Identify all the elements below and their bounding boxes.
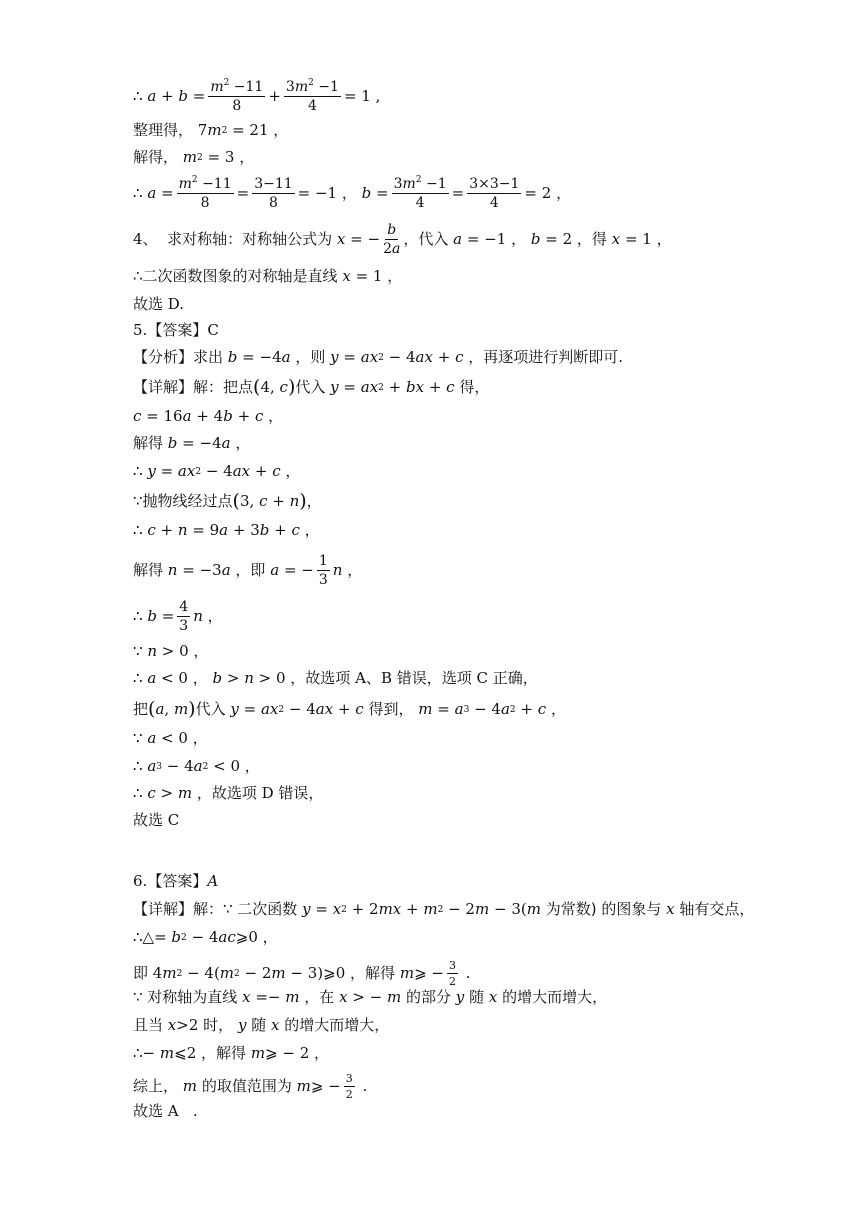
text-line: 【详解】解：把点 ( 4, c ) 代入 y = ax 2 + bx + c 得， [133,376,490,398]
text-line: ∴ a + b = $\frac{m^2 -11}{8}$ + $\frac{3m^2 -1}{4}$ = 1 , [133,78,381,114]
text-line: ∴ c + n = 9 a + 3 b + c ， [133,521,320,539]
text-line: 把 ( a , m ) 代入 y = ax 2 − 4 ax + c 得到， m = a 3 − 4 a 2 + c ， [133,698,566,720]
text-line: 综上， m 的取值范围为 m ⩾ − $\frac{3}{2}$ . [133,1072,368,1101]
text-line: 整理得， 7 m 2 = 21 ， [133,121,289,139]
text-line: c = 16 a + 4 b + c ， [133,407,284,425]
text-line: ∴ a 3 − 4 a 2 < 0 ， [133,757,260,775]
text-line: ∵抛物线经过点 ( 3, c + n ) ， [133,490,322,512]
text-line: ∵ n > 0 ， [133,642,209,660]
text-line: ∴ a = $\frac{m^2 -11}{8}$ = $\frac{3-11}{8}$ = −1 ， b = $\frac{3m^2 -1}{4}$ = $\frac{3\times 3-1}{4}$ = 2 ， [133,175,572,211]
text-line: ∴ c > m ，故选项 D 错误， [133,784,324,802]
text-line: ∴ a < 0 ， b > n > 0 ，故选项 A 、 B 错误，选项 C 正确， [133,669,538,687]
text-line: 4、 求对称轴：对称轴公式为 x = − $\frac{b}{2a}$ ，代入 a = −1 ， b = 2 ，得 x = 1 ， [133,222,672,257]
text-line: 解得， m 2 = 3 ， [133,148,255,166]
text-line: ∵ 对称轴为直线 x =− m ，在 x > − m 的部分 y 随 x 的增大而增大， [133,988,608,1006]
text-line: ∴二次函数图象的对称轴是直线 x = 1 ， [133,267,403,285]
text-line: 【分析】求出 b = −4 a ，则 y = ax 2 − 4 ax + c ，再逐项进行判断即可. [133,348,624,366]
text-line: 【详解】解：∵ 二次函数 y = x 2 + 2 mx + m 2 − 2 m − 3( m 为常数) 的图象与 x 轴有交点， [133,900,755,918]
text-line: 故选 D. [133,295,185,313]
text-line: 即 4 m 2 − 4( m 2 − 2 m − 3)⩾0 ，解得 m ⩾ − $\frac{3}{2}$ . [133,959,471,988]
text-line: 且当 x >2 时， y 随 x 的增大而增大， [133,1016,390,1034]
text-line: 故选 C [133,811,180,829]
text-line: 故选 A . [133,1102,198,1120]
text-line: 解得 n = −3 a ，即 a = − $\frac{1}{3}$ n ， [133,553,363,588]
text-line: ∵ a < 0 ， [133,729,208,747]
answer-heading: 6. 【答案】 A [133,872,219,890]
text-line: ∴△= b 2 − 4 ac ⩾0 ， [133,928,278,946]
text-line: ∴− m ⩽2 ，解得 m ⩾ − 2 ， [133,1044,330,1062]
text-line: 解得 b = −4 a ， [133,434,251,452]
answer-heading: 5. 【答案】 C [133,321,219,339]
text-line: ∴ y = ax 2 − 4 ax + c ， [133,462,301,480]
text-line: ∴ b = $\frac{4}{3}$ n ， [133,599,223,634]
